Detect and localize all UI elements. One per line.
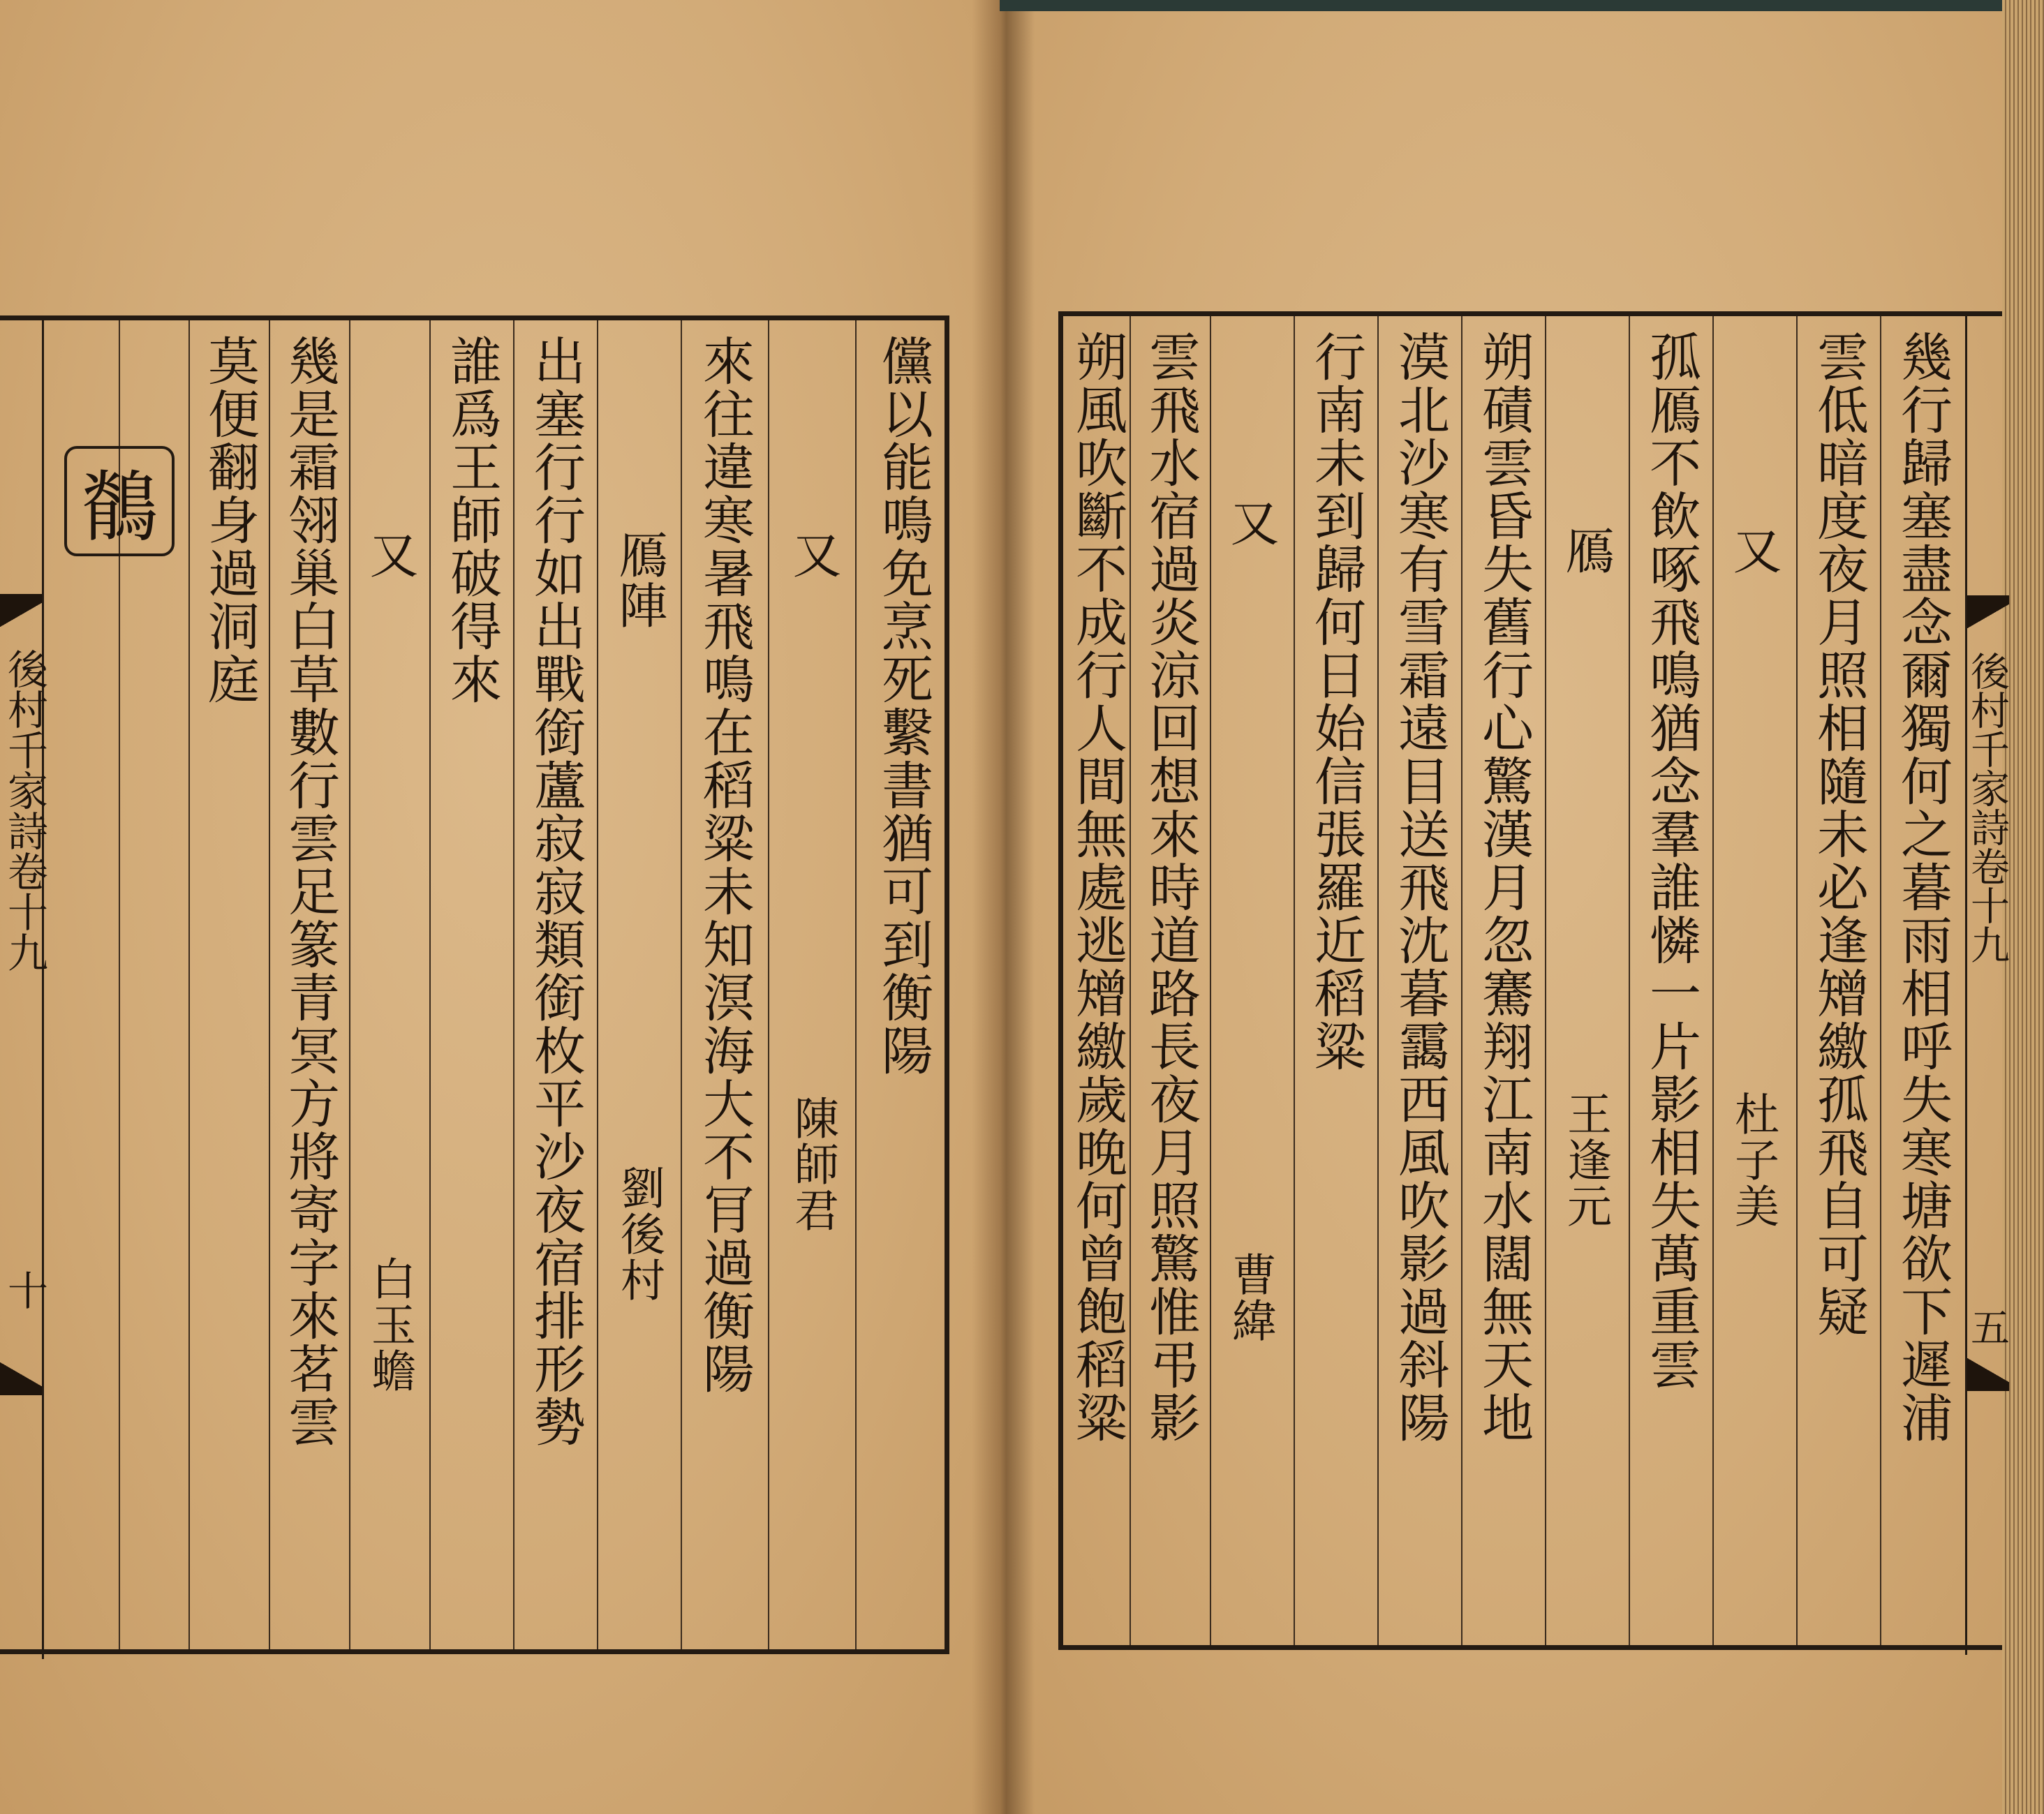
column-text: 孤鴈不飲啄飛鳴猶念羣誰憐一片影相失萬重雲	[1641, 330, 1701, 1391]
column-8	[269, 320, 349, 1649]
column-text: 幾行歸塞盡念爾獨何之暮雨相呼失寒塘欲下遲浦	[1893, 330, 1953, 1444]
column-3	[1712, 316, 1796, 1645]
column-4	[1629, 316, 1712, 1645]
column-1	[855, 320, 949, 1649]
column-text: 幾是霜翎巢白草數行雲足篆青冥方將寄字來茗雲	[280, 334, 340, 1448]
column-4	[597, 320, 681, 1649]
poem-title: 鴈	[1557, 526, 1615, 576]
fold-title: 後村千家詩卷十九	[1, 648, 48, 972]
column-1	[1880, 316, 1965, 1645]
column-text: 來往違寒暑飛鳴在稻粱未知溟海大不肎過衡陽	[695, 334, 755, 1395]
book-gutter	[972, 0, 1035, 1814]
top-edge	[1000, 0, 2044, 11]
column-text: 漠北沙寒有雪霜遠目送飛沈暮靄西風吹影過斜陽	[1390, 330, 1450, 1444]
column-text: 雲低暗度夜月照相隨未必逢矰繳孤飛自可疑	[1809, 330, 1869, 1338]
column-11	[1063, 316, 1130, 1645]
column-text: 雲飛水宿過炎涼回想來時道路長夜月照驚惟弔影	[1141, 330, 1201, 1444]
fish-tail-top-icon	[1967, 595, 2009, 637]
column-text: 儻以能鳴免烹死繫書猶可到衡陽	[873, 334, 933, 1077]
column-10	[1130, 316, 1210, 1645]
column-6	[429, 320, 513, 1649]
right-frame	[1058, 311, 2010, 1650]
poem-author: 曹緯	[1224, 1251, 1276, 1344]
fold-page-number: 十	[1, 1270, 48, 1310]
edge-title: 後村千家詩卷十九	[1964, 651, 2010, 964]
column-text: 誰爲王師破得來	[442, 334, 502, 706]
column-5	[513, 320, 597, 1649]
edge-strip	[1965, 316, 2009, 1655]
column-8	[1294, 316, 1377, 1645]
fish-tail-bottom-icon	[0, 1353, 42, 1395]
column-9	[188, 320, 269, 1649]
fish-tail-bottom-icon	[1967, 1349, 2009, 1391]
poem-title: 又	[362, 530, 419, 580]
poem-title: 鴈陣	[611, 530, 668, 630]
edge-page-number: 五	[1964, 1307, 2010, 1346]
column-text: 行南未到歸何日始信張羅近稻粱	[1306, 330, 1366, 1073]
fold-strip	[0, 320, 48, 1659]
column-2	[768, 320, 855, 1649]
column-7	[349, 320, 429, 1649]
poem-title: 又	[785, 530, 842, 580]
column-5	[1545, 316, 1629, 1645]
column-text: 出塞行行如出戰銜蘆寂寂類銜枚平沙夜宿排形勢	[526, 334, 586, 1448]
column-2	[1796, 316, 1880, 1645]
poem-author: 陳師君	[787, 1095, 838, 1233]
poem-author: 王逢元	[1560, 1091, 1611, 1229]
column-text: 莫便翻身過洞庭	[200, 334, 260, 706]
column-text: 朔風吹斷不成行人間無處逃矰繳歲晚何曾飽稻粱	[1067, 330, 1127, 1444]
column-6	[1461, 316, 1545, 1645]
left-frame	[0, 315, 949, 1654]
column-7	[1377, 316, 1461, 1645]
poem-title: 又	[1725, 526, 1782, 576]
fish-tail-top-icon	[0, 594, 42, 636]
column-9	[1210, 316, 1294, 1645]
poem-title: 又	[1222, 498, 1280, 548]
column-text: 朔磧雲昏失舊行心驚漢月忽騫翔江南水闊無天地	[1474, 330, 1534, 1444]
poem-author: 劉後村	[613, 1165, 665, 1303]
column-3	[681, 320, 768, 1649]
section-title-box: 鶺	[64, 446, 175, 556]
poem-author: 杜子美	[1727, 1091, 1779, 1229]
poem-author: 白玉蟾	[364, 1256, 415, 1394]
